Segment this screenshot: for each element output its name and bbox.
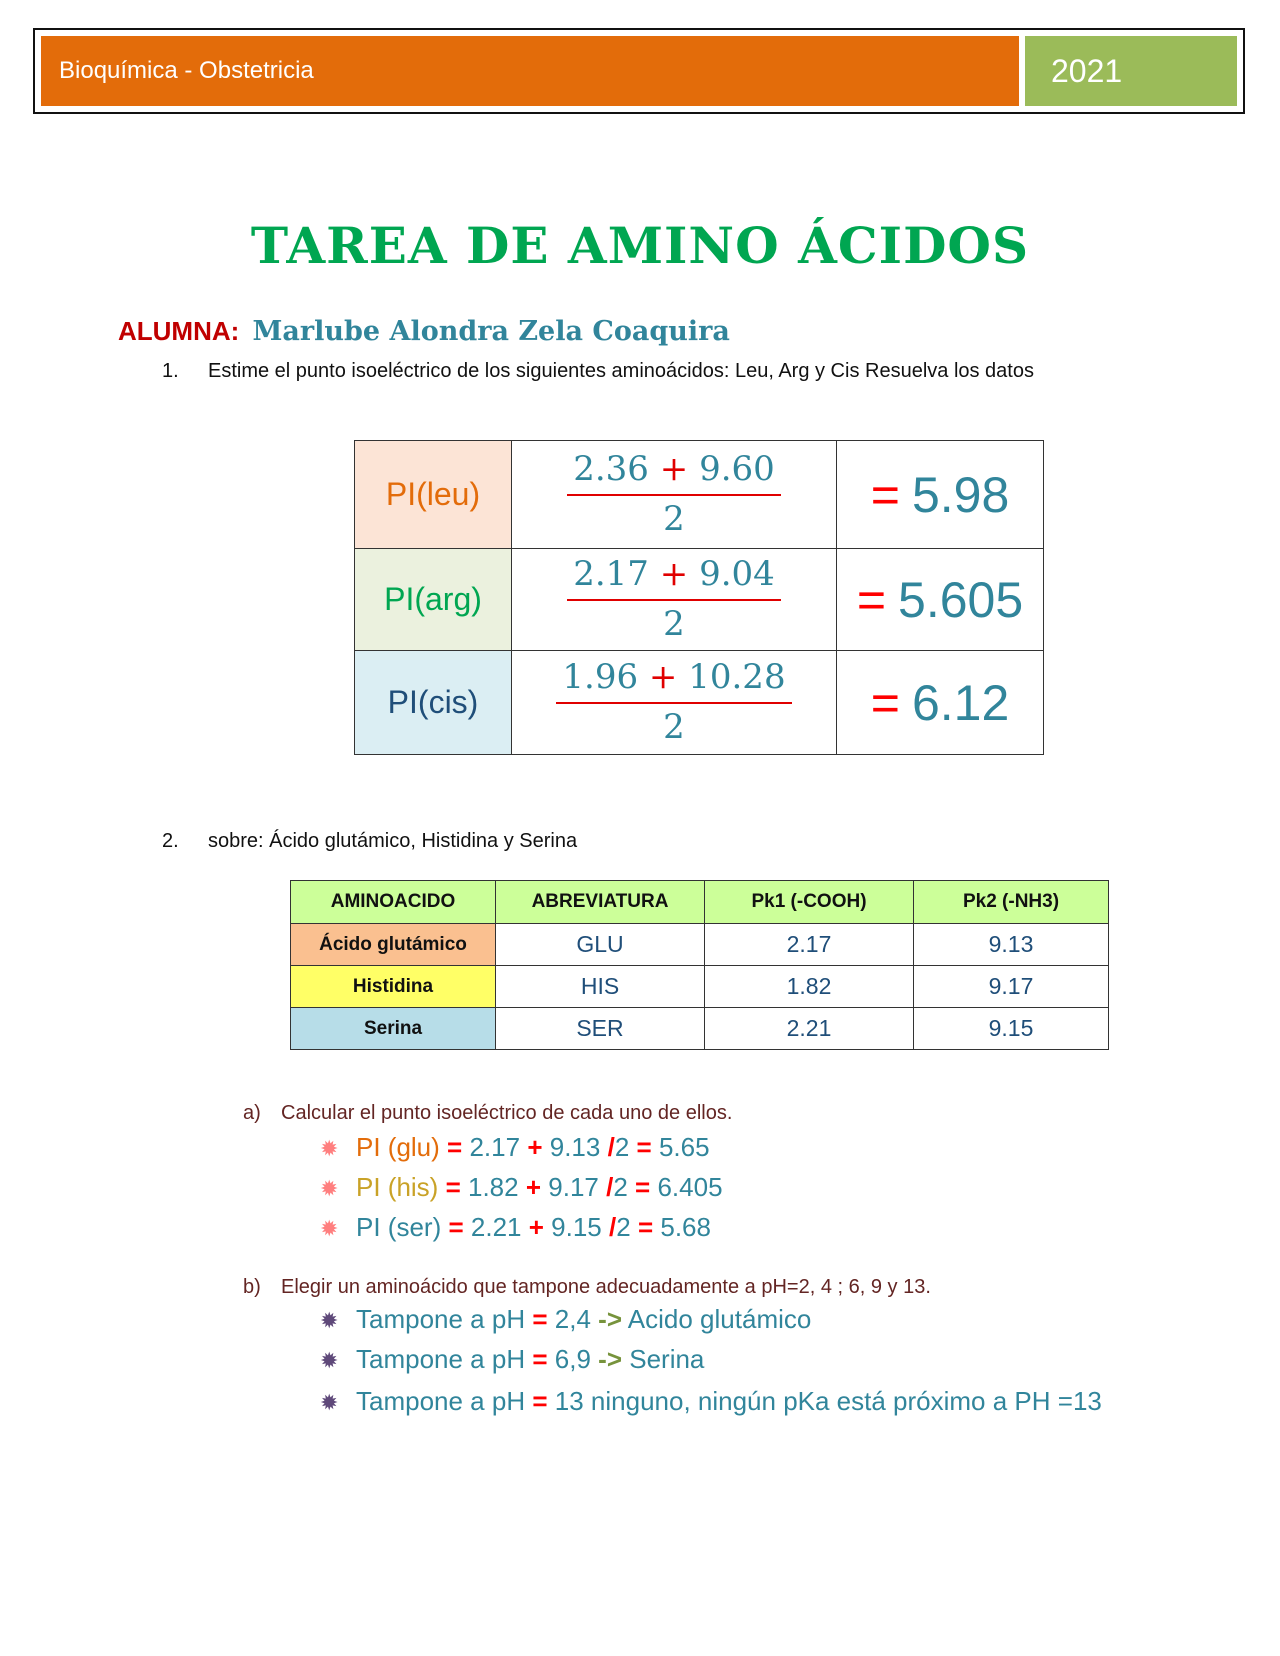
pi-result-cell: [837, 549, 1044, 651]
pi-row: [355, 651, 1044, 755]
equals-sign: =: [637, 1212, 654, 1242]
abbreviation: SER: [496, 1008, 705, 1050]
part-a-text: Calcular el punto isoeléctrico de cada uno de ellos.: [281, 1102, 733, 1124]
divide-sign: /: [606, 1172, 614, 1202]
arrow-sign: ->: [598, 1344, 622, 1374]
pka-2: 9.15: [551, 1212, 602, 1242]
equals-sign: =: [532, 1344, 548, 1374]
pk1-value: 2.21: [705, 1008, 914, 1050]
pka-1: 1.82: [468, 1172, 519, 1202]
header-banner: [33, 28, 1245, 114]
fraction-numerator: [567, 555, 781, 600]
denominator: 2: [613, 1172, 628, 1202]
plus-sign: +: [659, 554, 689, 595]
buffer-answer: Serina: [629, 1344, 705, 1374]
plus-sign: +: [659, 449, 689, 490]
pka-1: 2.17: [469, 1132, 521, 1162]
plus-sign: +: [648, 657, 678, 698]
student-label: ALUMNA:: [118, 316, 240, 346]
pi-result: 5.605: [898, 571, 1024, 628]
pi-label: PI(leu): [355, 441, 512, 549]
equals-sign: =: [448, 1212, 464, 1242]
question-2-number: 2.: [162, 830, 179, 852]
pi-result-cell: [837, 441, 1044, 549]
aminoacid-name: Serina: [291, 1008, 496, 1050]
equals-sign: =: [532, 1386, 548, 1416]
pka-2: 9.13: [549, 1132, 601, 1162]
pi-calc-line: [320, 1212, 711, 1243]
pk2-value: 9.15: [914, 1008, 1109, 1050]
question-2-text: sobre: Ácido glutámico, Histidina y Serina: [208, 830, 578, 852]
denominator: 2: [614, 1132, 630, 1162]
table-header-row: [291, 881, 1109, 924]
col-header-abreviatura: ABREVIATURA: [496, 881, 705, 924]
aminoacid-name: Ácido glutámico: [291, 924, 496, 966]
equals-sign: =: [870, 466, 900, 523]
pi-fraction-cell: [512, 441, 837, 549]
pi-calc-result: 5.68: [660, 1212, 711, 1242]
buffer-value: 2,4: [554, 1304, 591, 1334]
pka-2: 10.28: [688, 657, 786, 698]
divide-sign: /: [609, 1212, 617, 1242]
pk1-value: 1.82: [705, 966, 914, 1008]
page-title: TAREA DE AMINO ÁCIDOS: [250, 216, 1030, 275]
pi-calc-label: PI (his): [356, 1172, 439, 1202]
buffer-lead: Tampone a pH: [356, 1386, 526, 1416]
pi-fraction-cell: [512, 651, 837, 755]
star-bullet-icon: ✹: [320, 1216, 339, 1241]
buffer-line: [320, 1344, 704, 1375]
abbreviation: GLU: [496, 924, 705, 966]
star-bullet-icon: ✹: [320, 1176, 339, 1201]
pka-2: 9.17: [548, 1172, 599, 1202]
pk2-value: 9.17: [914, 966, 1109, 1008]
aminoacid-name: Histidina: [291, 966, 496, 1008]
pk1-value: 2.17: [705, 924, 914, 966]
pi-calc-result: 5.65: [658, 1132, 710, 1162]
pi-calc-label: PI (ser): [356, 1212, 442, 1242]
pi-result-cell: [837, 651, 1044, 755]
col-header-aminoacido: AMINOACIDO: [291, 881, 496, 924]
part-b-letter: b): [243, 1276, 261, 1298]
pi-row: [355, 441, 1044, 549]
student-name: Marlube Alondra Zela Coaquira: [252, 316, 730, 347]
question-1-text: Estime el punto isoeléctrico de los siguientes aminoácidos: Leu, Arg y Cis Resuelva los datos: [208, 360, 1034, 382]
table-row: [291, 924, 1109, 966]
pi-fraction: [567, 450, 781, 538]
pi-calc-line: [320, 1132, 710, 1163]
course-title: Bioquímica - Obstetricia: [41, 36, 1019, 106]
plus-sign: +: [527, 1132, 543, 1162]
fraction-numerator: [556, 658, 791, 703]
equals-sign: =: [445, 1172, 461, 1202]
star-bullet-icon: ✹: [320, 1390, 339, 1415]
isoelectric-table: [354, 440, 1044, 755]
equals-sign: =: [635, 1172, 651, 1202]
amino-acid-table: [290, 880, 1109, 1050]
equals-sign: =: [870, 674, 900, 731]
pka-2: 9.04: [699, 554, 775, 595]
abbreviation: HIS: [496, 966, 705, 1008]
pi-row: [355, 549, 1044, 651]
pka-1: 2.36: [573, 449, 649, 490]
pi-calc-line: [320, 1172, 723, 1203]
plus-sign: +: [525, 1172, 542, 1202]
pi-label: PI(cis): [355, 651, 512, 755]
part-b-text: Elegir un aminoácido que tampone adecuadamente a pH=2, 4 ; 6, 9 y 13.: [281, 1276, 931, 1298]
pka-1: 2.21: [470, 1212, 522, 1242]
equals-sign: =: [856, 571, 887, 628]
buffer-lead: Tampone a pH: [356, 1344, 526, 1374]
pka-2: 9.60: [699, 449, 775, 490]
equals-sign: =: [532, 1304, 548, 1334]
star-bullet-icon: ✹: [320, 1308, 339, 1333]
star-bullet-icon: ✹: [320, 1136, 339, 1161]
arrow-sign: ->: [598, 1304, 622, 1334]
table-row: [291, 1008, 1109, 1050]
equals-sign: =: [636, 1132, 652, 1162]
col-header-pk2: Pk2 (-NH3): [914, 881, 1109, 924]
buffer-line: [320, 1386, 1102, 1417]
fraction-denominator: 2: [663, 706, 685, 747]
pi-fraction: [556, 658, 791, 746]
divide-sign: /: [607, 1132, 615, 1162]
buffer-answer: Acido glutámico: [627, 1304, 812, 1334]
pk2-value: 9.13: [914, 924, 1109, 966]
buffer-value: 6,9: [554, 1344, 591, 1374]
denominator: 2: [616, 1212, 631, 1242]
fraction-numerator: [567, 450, 781, 495]
pka-1: 2.17: [573, 554, 649, 595]
fraction-denominator: 2: [663, 498, 685, 539]
pka-1: 1.96: [562, 657, 639, 698]
pi-result: 6.12: [911, 674, 1010, 731]
pi-fraction: [567, 555, 781, 643]
pi-calc-result: 6.405: [657, 1172, 723, 1202]
year-label: 2021: [1025, 36, 1237, 106]
student-line: [118, 316, 730, 347]
part-a-letter: a): [243, 1102, 261, 1124]
buffer-value: 13 ninguno, ningún pKa está próximo a PH =13: [554, 1386, 1102, 1416]
buffer-line: [320, 1304, 811, 1335]
buffer-lead: Tampone a pH: [356, 1304, 526, 1334]
equals-sign: =: [447, 1132, 463, 1162]
pi-calc-label: PI (glu): [356, 1132, 440, 1162]
plus-sign: +: [528, 1212, 544, 1242]
table-row: [291, 966, 1109, 1008]
pi-label: PI(arg): [355, 549, 512, 651]
question-1-number: 1.: [162, 360, 179, 382]
pi-fraction-cell: [512, 549, 837, 651]
fraction-denominator: 2: [663, 603, 685, 644]
star-bullet-icon: ✹: [320, 1348, 339, 1373]
pi-result: 5.98: [911, 466, 1010, 523]
col-header-pk1: Pk1 (-COOH): [705, 881, 914, 924]
